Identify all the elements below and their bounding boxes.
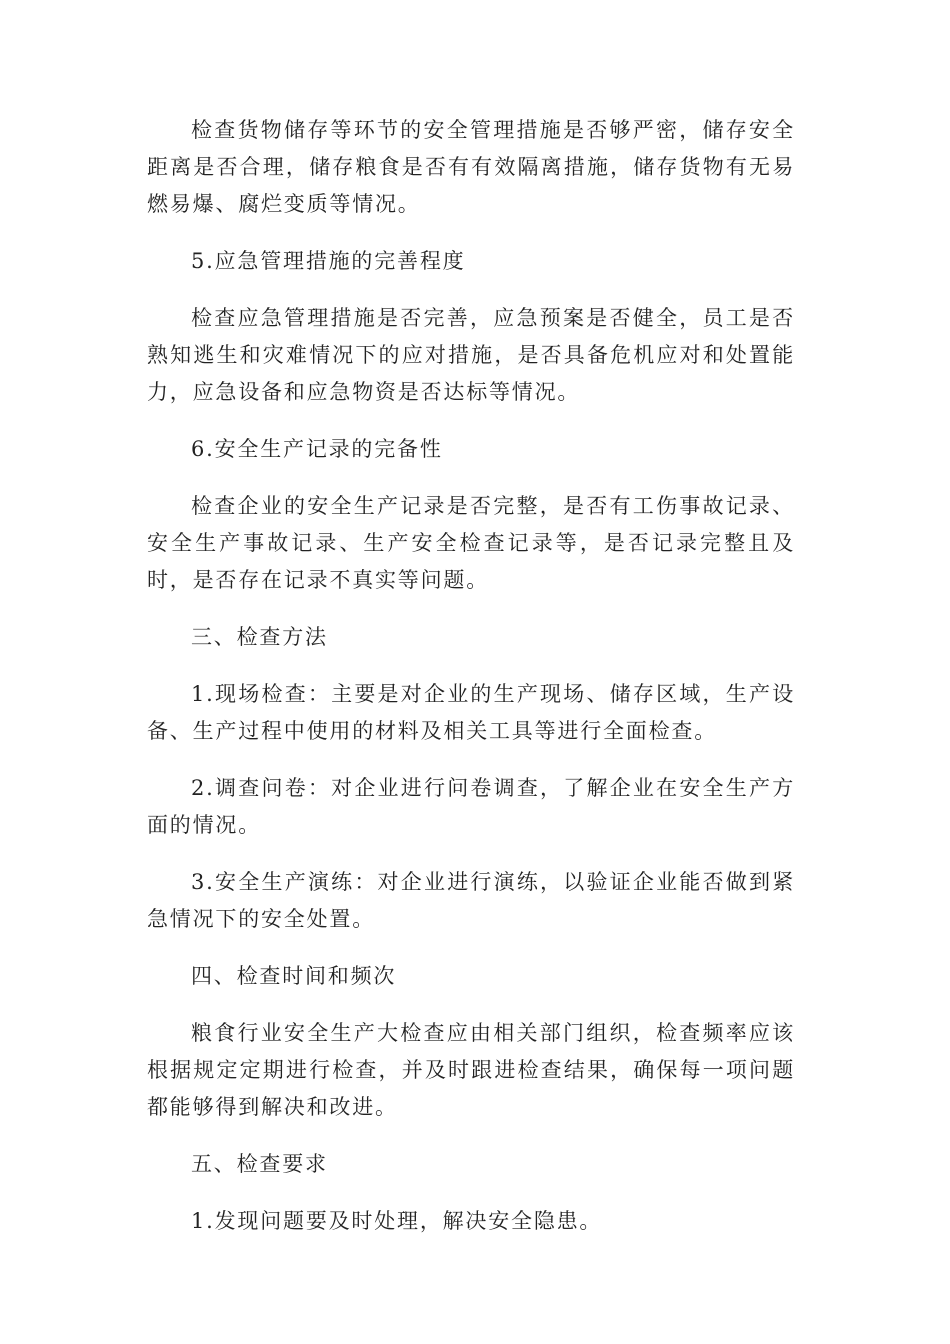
document-body <box>147 112 795 1260</box>
paragraph-storage-safety: 检查货物储存等环节的安全管理措施是否够严密，储存安全距离是否合理，储存粮食是否有有效隔离措施，储存货物有无易燃易爆、腐烂变质等情况。 <box>147 118 795 216</box>
paragraph-emergency-measures: 检查应急管理措施是否完善，应急预案是否健全，员工是否熟知逃生和灾难情况下的应对措施，是否具备危机应对和处置能力，应急设备和应急物资是否达标等情况。 <box>147 306 795 404</box>
section-heading-inspection-frequency: 四、检查时间和频次 <box>191 964 397 988</box>
paragraph-inspection-frequency: 粮食行业安全生产大检查应由相关部门组织，检查频率应该根据规定定期进行检查，并及时跟进检查结果，确保每一项问题都能够得到解决和改进。 <box>147 1021 795 1119</box>
section-heading-safety-records: 6.安全生产记录的完备性 <box>191 437 443 461</box>
paragraph-requirement-1: 1.发现问题要及时处理，解决安全隐患。 <box>191 1209 603 1233</box>
paragraph-safety-drill: 3.安全生产演练：对企业进行演练，以验证企业能否做到紧急情况下的安全处置。 <box>147 870 795 931</box>
paragraph-safety-records: 检查企业的安全生产记录是否完整，是否有工伤事故记录、安全生产事故记录、生产安全检查记录等，是否记录完整且及时，是否存在记录不真实等问题。 <box>147 494 795 592</box>
paragraph-questionnaire: 2.调查问卷：对企业进行问卷调查，了解企业在安全生产方面的情况。 <box>147 776 795 837</box>
paragraph-onsite-inspection: 1.现场检查：主要是对企业的生产现场、储存区域，生产设备、生产过程中使用的材料及相关工具等进行全面检查。 <box>147 682 795 743</box>
section-heading-inspection-methods: 三、检查方法 <box>191 625 328 649</box>
section-heading-emergency-measures: 5.应急管理措施的完善程度 <box>191 249 466 273</box>
section-heading-inspection-requirements: 五、检查要求 <box>191 1152 328 1176</box>
